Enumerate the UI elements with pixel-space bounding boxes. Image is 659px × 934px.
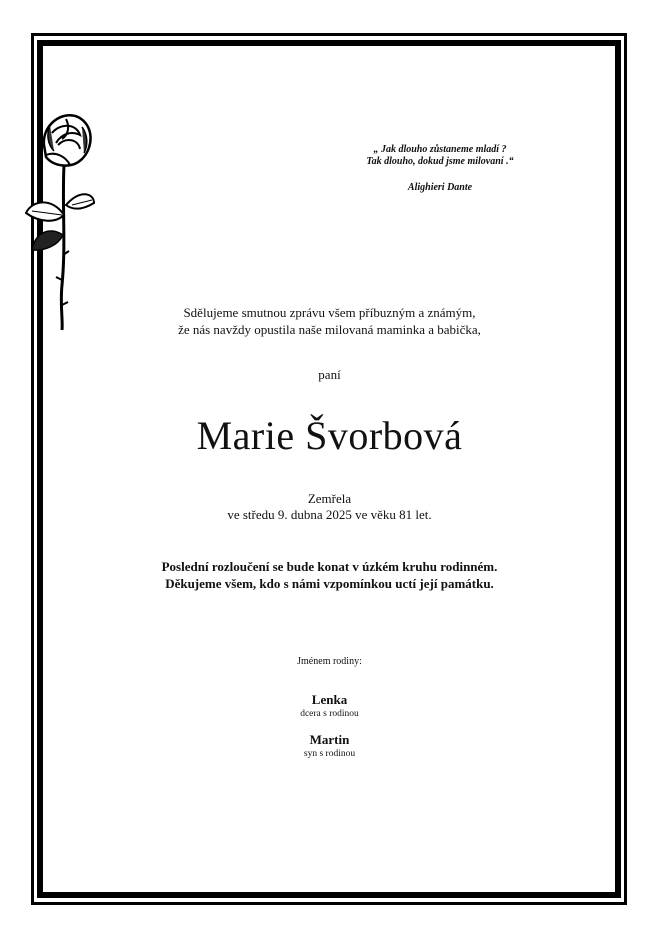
family-member-role: dcera s rodinou xyxy=(300,709,359,719)
quote-author: Alighieri Dante xyxy=(407,182,473,193)
farewell-notice xyxy=(0,558,659,592)
announcement-line-2: že nás navždy opustila naše milovaná maminka a babička, xyxy=(178,322,481,337)
family-member-name: Martin xyxy=(309,732,350,747)
farewell-line-1: Poslední rozloučení se bude konat v úzkém kruhu rodinném. xyxy=(161,559,498,574)
deceased-name: Marie Švorbová xyxy=(196,413,463,458)
death-line-2: ve středu 9. dubna 2025 ve věku 81 let. xyxy=(227,507,432,522)
death-line-1: Zemřela xyxy=(307,491,352,506)
farewell-line-2: Děkujeme všem, kdo s námi vzpomínkou uctí její památku. xyxy=(165,576,494,591)
quote-line-2: Tak dlouho, dokud jsme milovaní .“ xyxy=(366,156,514,167)
family-member-role: syn s rodinou xyxy=(303,749,356,759)
family-label: Jménem rodiny: xyxy=(297,656,362,667)
quote-line-1: „ Jak dlouho zůstaneme mladí ? xyxy=(373,144,507,155)
announcement xyxy=(0,304,659,338)
death-info xyxy=(0,491,659,523)
rose-icon xyxy=(22,105,102,335)
quote-block xyxy=(340,144,540,194)
announcement-line-1: Sdělujeme smutnou zprávu všem příbuzným a známým, xyxy=(183,305,476,320)
family-member-name: Lenka xyxy=(311,692,348,707)
salutation: paní xyxy=(318,367,341,382)
